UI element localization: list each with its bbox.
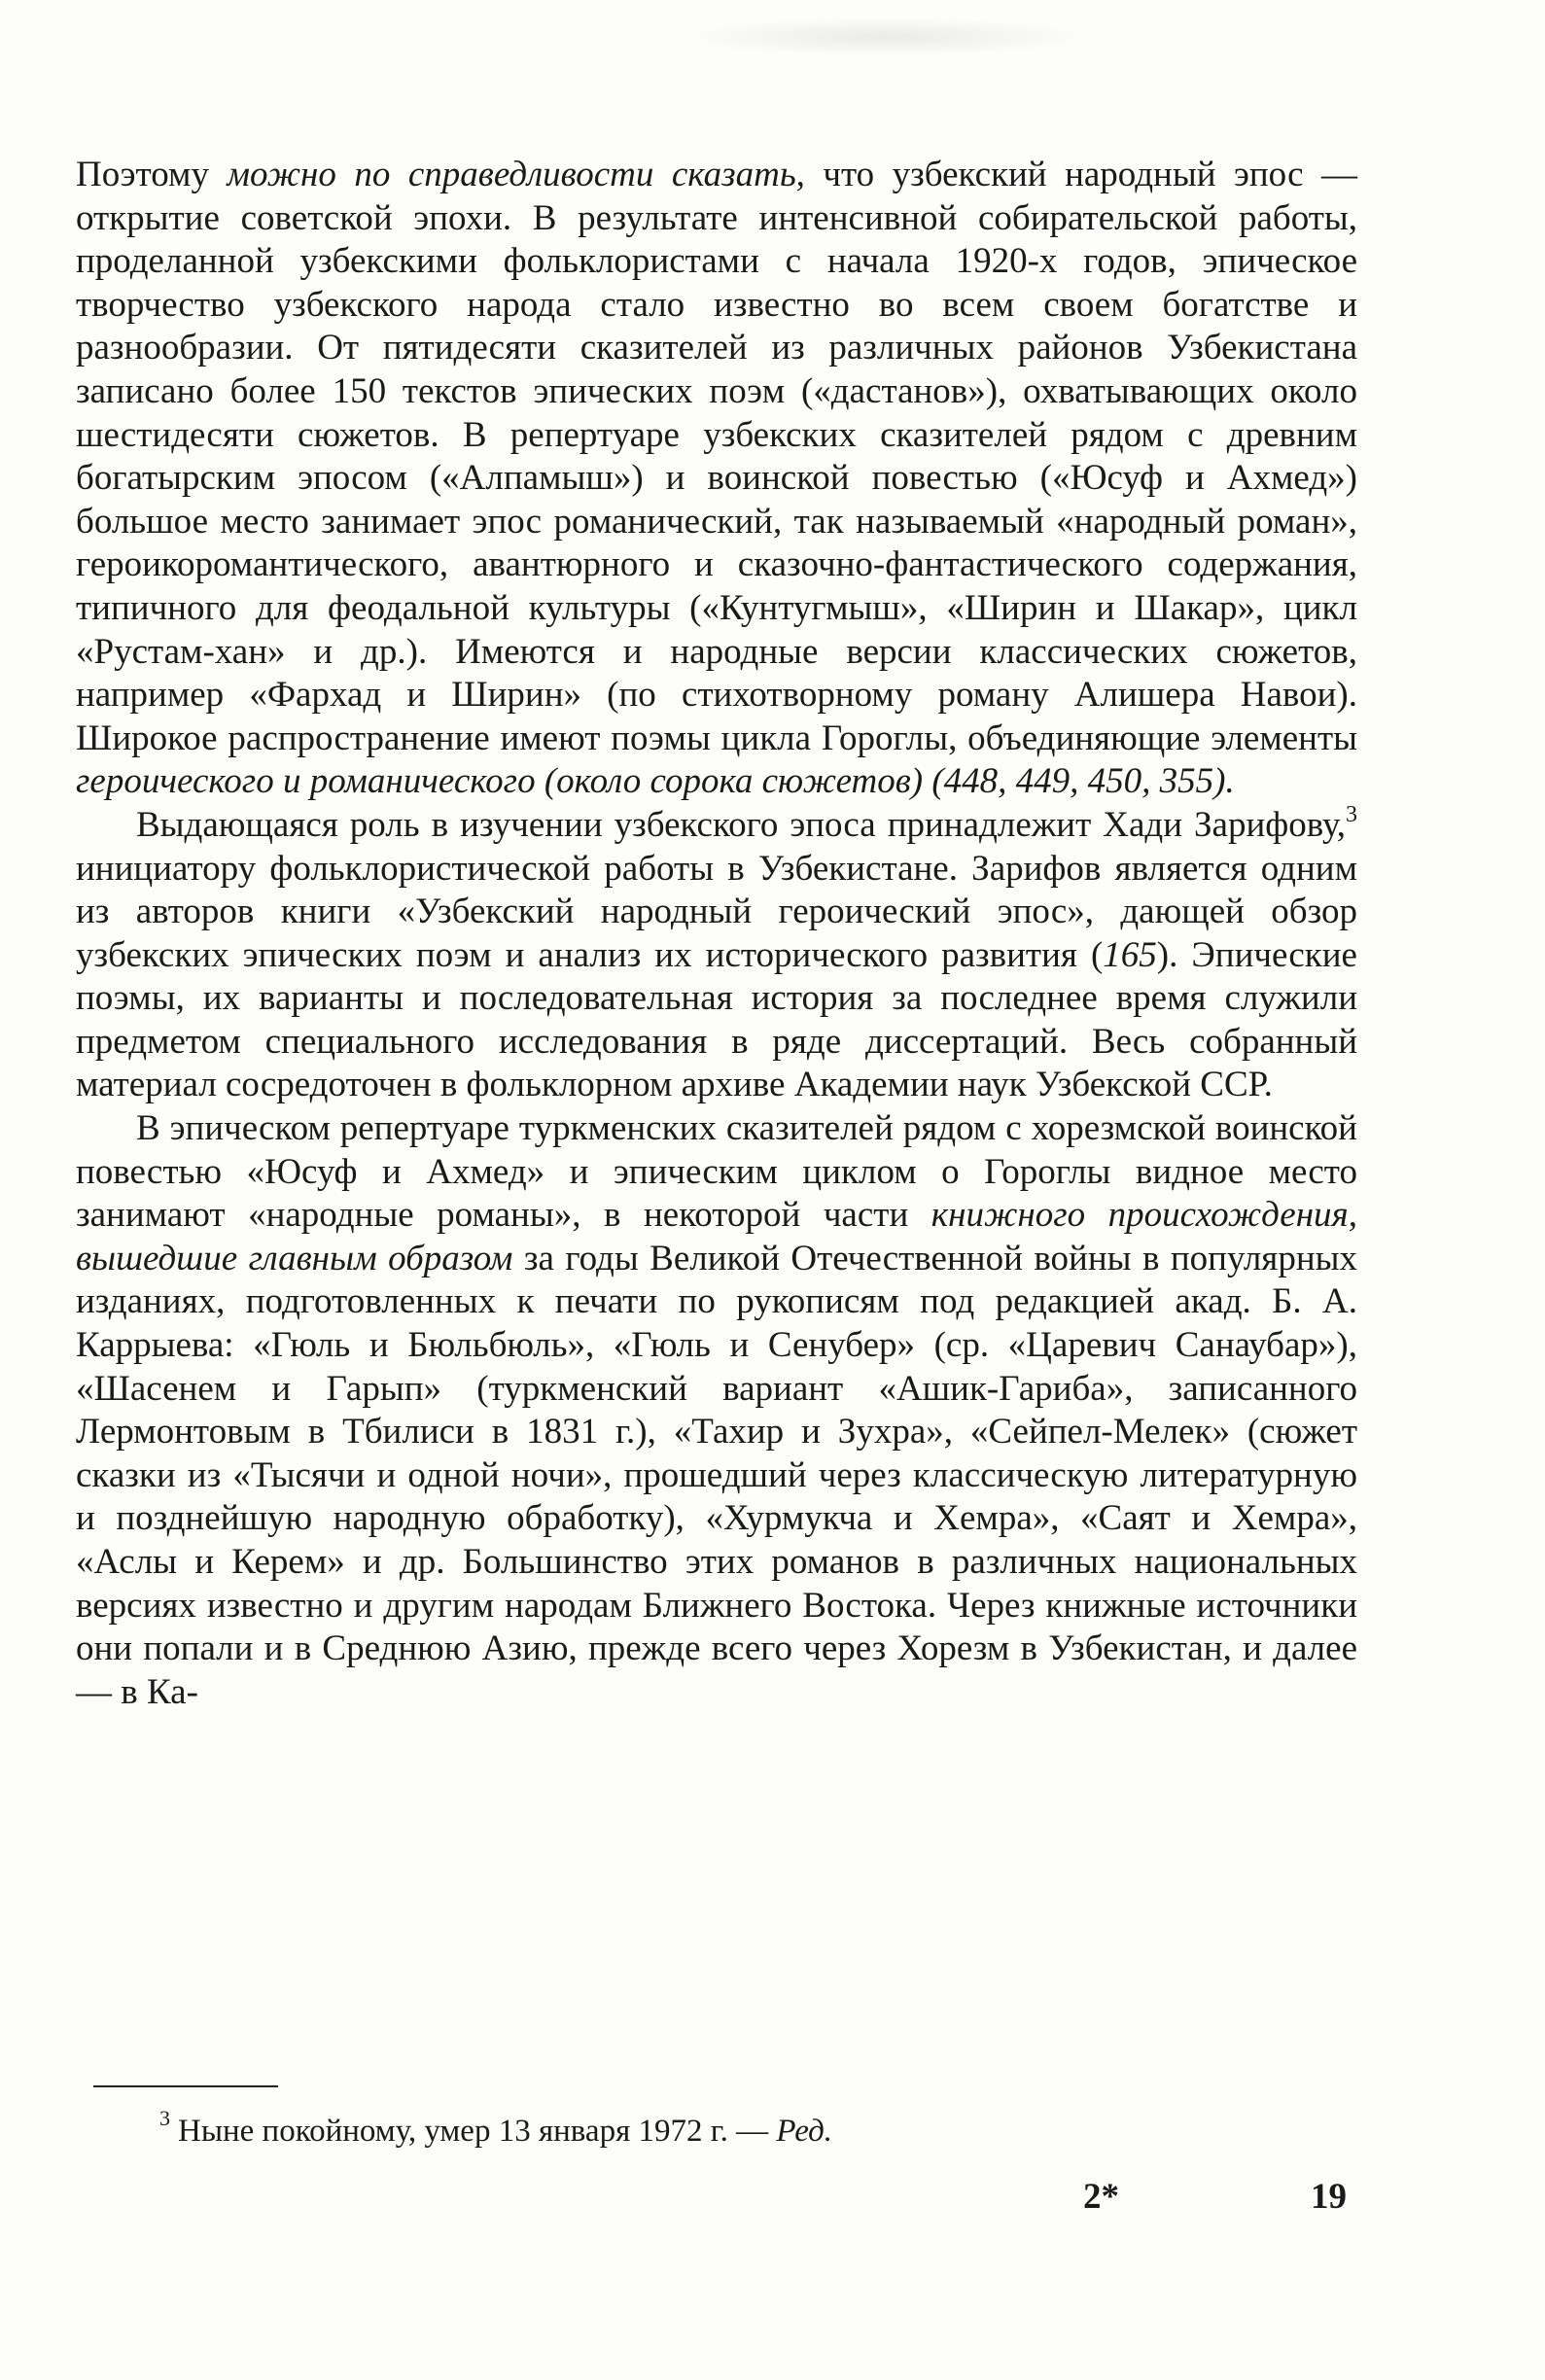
- printer-signature-mark: 2*: [1083, 2177, 1119, 2217]
- body-text: Выдающаяся роль в изучении узбекского эпоса принадлежит Хади Зарифову,: [136, 804, 1346, 845]
- footnote-text: Ныне покойному, умер 13 января 1972 г. —: [178, 2114, 777, 2149]
- footnote-marker: 3: [159, 2106, 170, 2130]
- paragraph-1: [76, 154, 1357, 804]
- italic-text: книжного происхождения, вышедшие главным образом: [76, 1195, 1358, 1278]
- footnote-reference: 3: [1346, 801, 1357, 827]
- footnote: [159, 2106, 1326, 2151]
- main-text: [76, 154, 1357, 1714]
- italic-text: 165: [1103, 934, 1157, 975]
- italic-text: героического и романического (около сорока сюжетов) (448, 449, 450, 355).: [76, 761, 1235, 802]
- paragraph-2: [76, 801, 1357, 1107]
- body-text: Поэтому: [76, 155, 228, 194]
- paragraph-3: [76, 1107, 1357, 1714]
- body-text: В эпическом репертуаре туркменских сказителей рядом с хорезмской воинской повестью «Юсуф и Ахмед» и эпическим циклом о Гороглы видное место занимают «народные романы», в некоторой части: [76, 1108, 1357, 1236]
- body-text: инициатору фольклористической работы в Узбекистане. Зарифов является одним из авторов книги «Узбекский народный героический эпос», дающей обзор узбекских эпических поэм и анализ их исторического развития (: [76, 848, 1357, 975]
- footnote-divider: [93, 2085, 278, 2087]
- page-number: 19: [1311, 2177, 1347, 2217]
- italic-text: можно по справедливости сказать,: [227, 155, 805, 194]
- scan-artifact: [681, 18, 1089, 56]
- footnote-editor-mark: Ред.: [776, 2114, 833, 2149]
- body-text: ). Эпические поэмы, их варианты и последовательная история за последнее время служили предметом специального исследования в ряде диссертаций. Весь собранный материал сосредоточен в фольклорном архиве Академии наук Узбекской ССР.: [76, 934, 1357, 1105]
- body-text: что узбекский народный эпос — открытие советской эпохи. В результате интенсивной собирательской работы, проделанной узбекскими фольклористами с начала 1920-х годов, эпическое творчество узбекского народа стало известно во всем своем богатстве и разнообразии. От пятидесяти сказителей из различных районов Узбекистана записано более 150 текстов эпических поэм («дастанов»), охватывающих около шестидесяти сюжетов. В репертуаре узбекских сказителей рядом с древним богатырским эпосом («Алпамыш») и воинской повестью («Юсуф и Ахмед») большое место занимает эпос романический, так называемый «народный роман», героикоромантического, авантюрного и сказочно-фантастического содержания, типичного для феодальной культуры («Кунтугмыш», «Ширин и Шакар», цикл «Рустам-хан» и др.). Имеются и народные версии классических сюжетов, например «Фархад и Ширин» (по стихотворному роману Алишера Навои). Широкое распространение имеют поэмы цикла Гороглы, объединяющие элементы: [76, 155, 1357, 758]
- body-text: за годы Великой Отечественной войны в популярных изданиях, подготовленных к печати по рукописям под редакцией акад. Б. А. Каррыева: «Гюль и Бюльбюль», «Гюль и Сенубер» (ср. «Царевич Санаубар»), «Шасенем и Гарып» (туркменский вариант «Ашик-Гариба», записанного Лермонтовым в Тбилиси в 1831 г.), «Тахир и Зухра», «Сейпел-Мелек» (сюжет сказки из «Тысячи и одной ночи», прошедший через классическую литературную и позднейшую народную обработку), «Хурмукча и Хемра», «Саят и Хемра», «Аслы и Керем» и др. Большинство этих романов в различных национальных версиях известно и другим народам Ближнего Востока. Через книжные источники они попали и в Среднюю Азию, прежде всего через Хорезм в Узбекистан, и далее — в Ка-: [76, 1238, 1357, 1712]
